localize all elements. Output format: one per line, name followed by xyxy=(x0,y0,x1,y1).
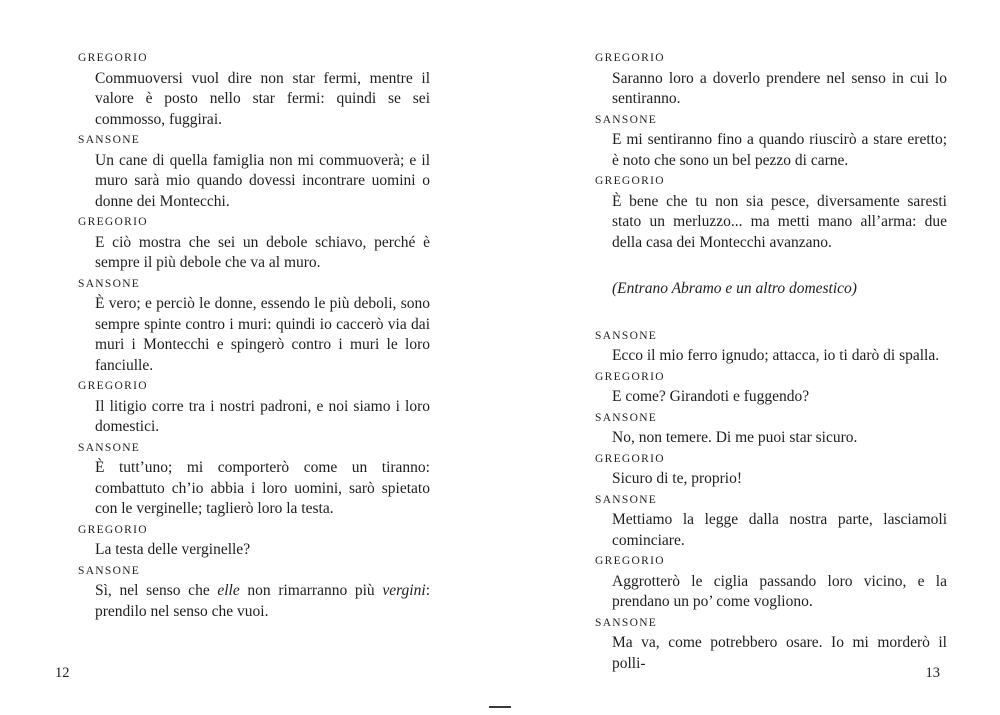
speech-paragraph: E come? Girandoti e fuggendo? xyxy=(612,388,810,405)
speech-paragraph: No, non temere. Di me puoi star sicuro. xyxy=(612,429,858,446)
speaker-name: SANSONE xyxy=(78,441,141,454)
speaker-name: GREGORIO xyxy=(595,452,665,465)
stage-direction: (Entrano Abramo e un altro domestico) xyxy=(612,280,857,297)
speech-paragraph: È bene che tu non sia pesce, diversamente saresti stato un merluzzo... ma metti mano all’arma: due della casa dei Montecchi avanzano. xyxy=(612,192,947,251)
speech-paragraph: È vero; e perciò le donne, essendo le più deboli, sono sempre spinte contro i muri: quindi io caccerò via dai muri i Montecchi e spingerò contro i muri le loro fanciulle. xyxy=(95,295,430,374)
speaker-name: SANSONE xyxy=(78,134,141,146)
speech-paragraph: Ma va, come potrebbero osare. Io mi morderò il polli- xyxy=(612,634,947,672)
speaker-name: GREGORIO xyxy=(595,175,665,187)
speech-paragraph: E ciò mostra che sei un debole schiavo, perché è sempre il più debole che va al muro. xyxy=(95,233,430,271)
page-content xyxy=(78,48,430,622)
footer-mark xyxy=(489,706,511,708)
speaker-name: SANSONE xyxy=(595,411,658,424)
speaker-name: GREGORIO xyxy=(595,370,665,383)
speech-paragraph: Saranno loro a doverlo prendere nel senso in cui lo sentiranno. xyxy=(612,69,947,107)
speech-paragraph: Mettiamo la legge dalla nostra parte, lasciamoli cominciare. xyxy=(612,511,947,549)
page-right xyxy=(595,48,947,674)
speaker-name: SANSONE xyxy=(595,113,658,126)
page-content xyxy=(595,48,947,674)
speech-paragraph: Il litigio corre tra i nostri padroni, e noi siamo i loro domestici. xyxy=(95,397,430,435)
page-number-left: 12 xyxy=(55,665,70,681)
page-number-right: 13 xyxy=(925,665,940,681)
speech-paragraph: Aggrotterò le ciglia passando loro vicino, e la prendano un po’ come vogliono. xyxy=(612,572,947,610)
speech-paragraph: È tutt’uno; mi comporterò come un tiranno: combattuto ch’io abbia i loro uomini, sarò spietato con le verginelle; taglierò loro la testa. xyxy=(95,459,430,517)
speech-paragraph: Ecco il mio ferro ignudo; attacca, io ti darò di spalla. xyxy=(612,347,940,364)
speaker-name: GREGORIO xyxy=(78,523,148,536)
speaker-name: SANSONE xyxy=(595,493,658,506)
speaker-name: GREGORIO xyxy=(78,216,148,228)
speaker-name: SANSONE xyxy=(78,564,141,577)
speaker-name: GREGORIO xyxy=(78,52,148,64)
speaker-name: SANSONE xyxy=(78,277,141,290)
page-left xyxy=(78,48,430,622)
speech-paragraph: Sì, nel senso che elle non rimarranno più vergini: prendilo nel senso che vuoi. xyxy=(95,582,430,620)
speaker-name: GREGORIO xyxy=(595,52,665,64)
speaker-name: SANSONE xyxy=(595,616,658,629)
speech-paragraph: Commuoversi vuol dire non star fermi, mentre il valore è posto nello star fermi: quindi se sei commosso, fuggirai. xyxy=(95,69,430,128)
speaker-name: SANSONE xyxy=(595,329,658,342)
speech-paragraph: Sicuro di te, proprio! xyxy=(612,470,743,487)
speech-paragraph: Un cane di quella famiglia non mi commuoverà; e il muro sarà mio quando dovessi incontrare uomini o donne dei Montecchi. xyxy=(95,151,430,210)
speech-paragraph: La testa delle verginelle? xyxy=(95,541,251,558)
speaker-name: GREGORIO xyxy=(78,380,148,392)
speaker-name: GREGORIO xyxy=(595,555,665,567)
speech-paragraph: E mi sentiranno fino a quando riuscirò a stare eretto; è noto che sono un bel pezzo di carne. xyxy=(612,131,947,169)
